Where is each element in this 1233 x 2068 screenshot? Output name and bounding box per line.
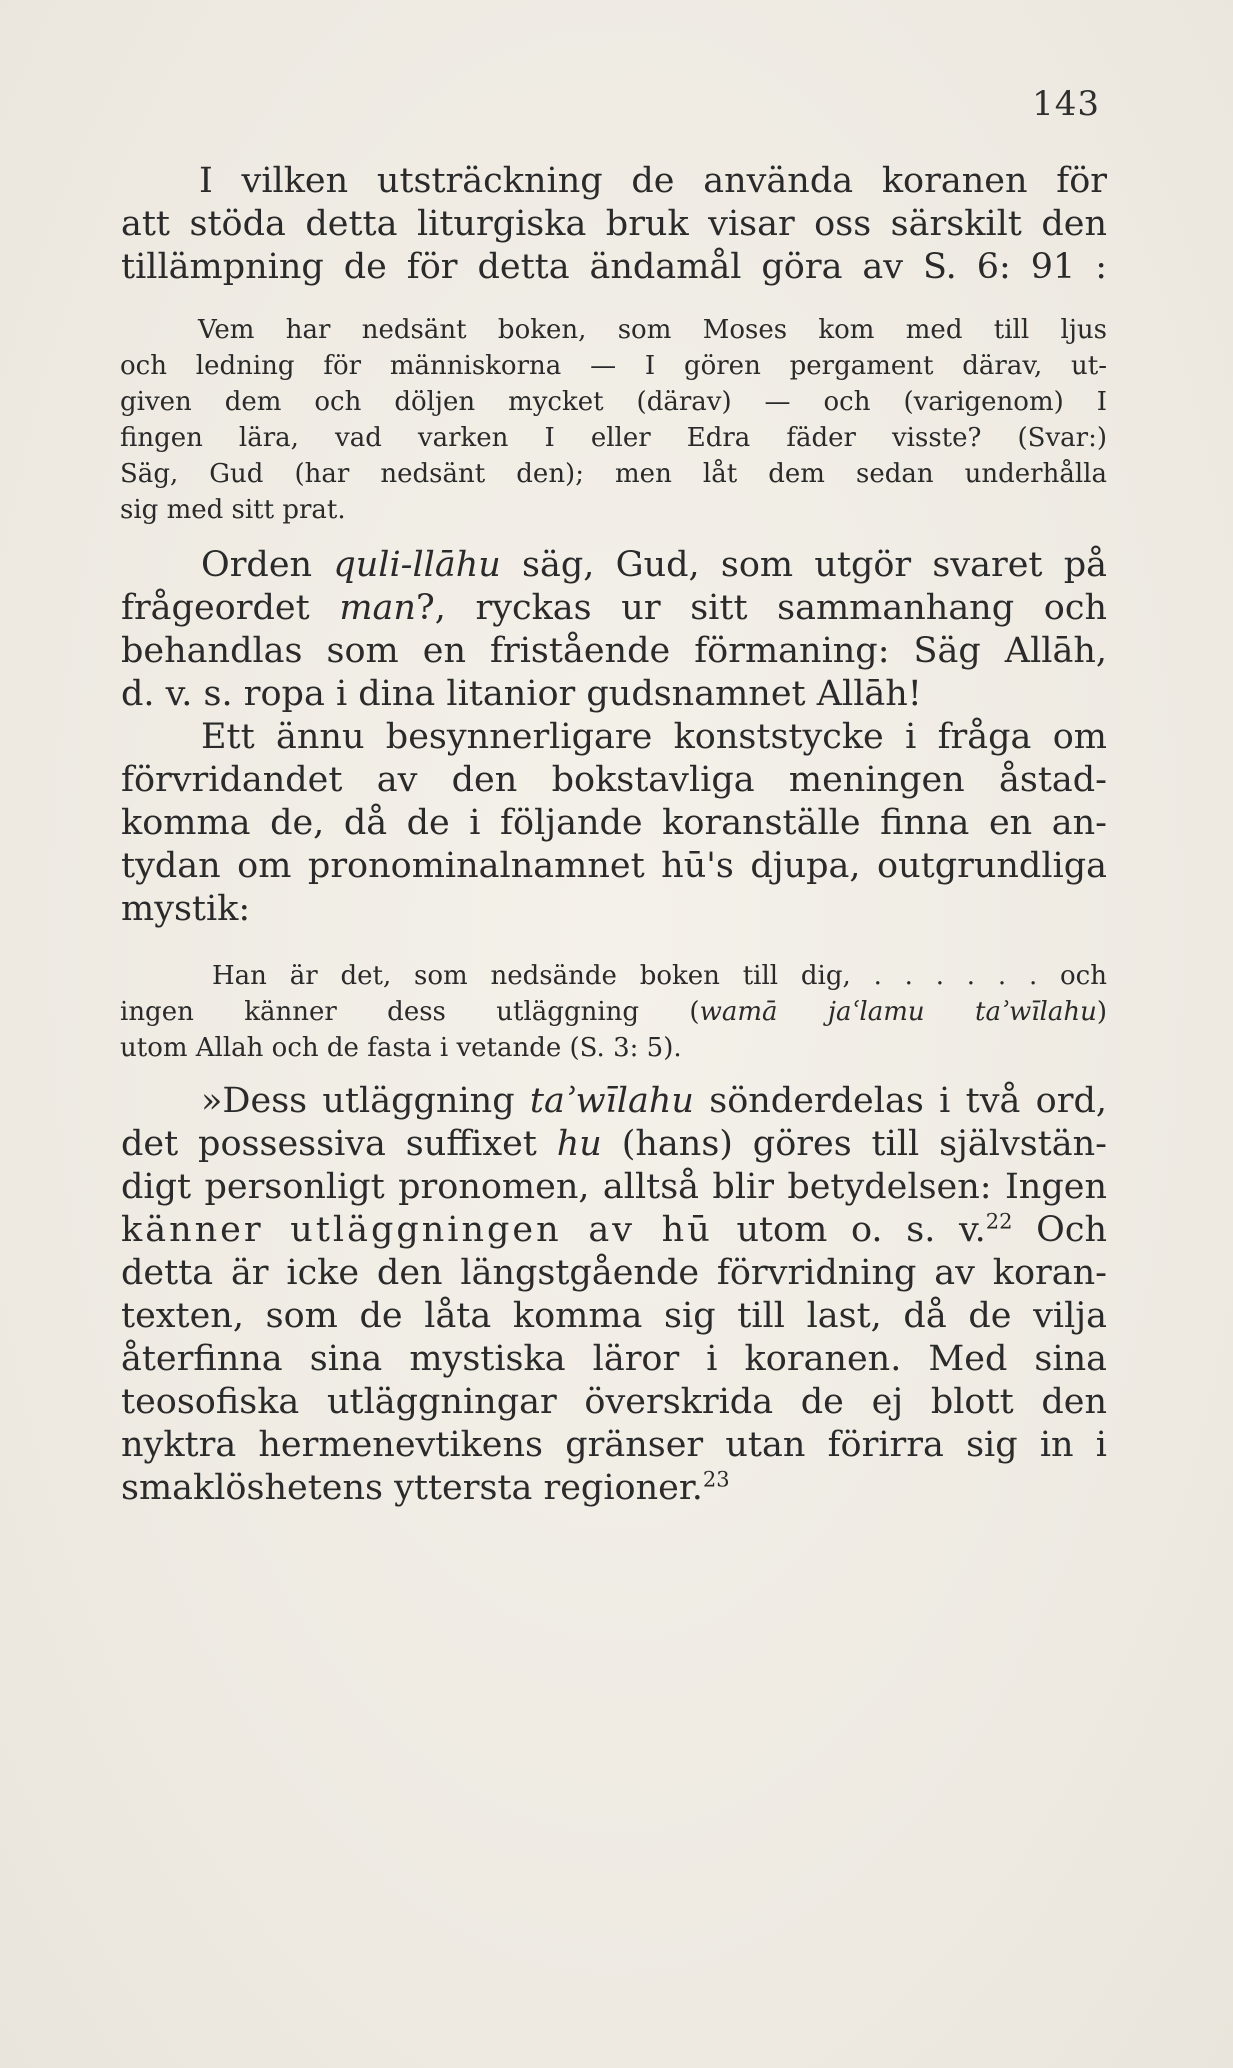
arabic-term: quli-llāhu	[333, 545, 501, 585]
arabic-term: taʾwīlahu	[529, 1081, 694, 1121]
text-line: tillämpning de för detta ändamål göra av S. 6: 91 :	[121, 247, 1107, 287]
page-number: 143	[1032, 84, 1100, 124]
text-segment: »Dess utläggning	[201, 1081, 530, 1121]
text-line: detta är icke den längstgående förvridning av koran-	[121, 1253, 1107, 1293]
arabic-term: hu	[556, 1124, 602, 1164]
footnote-ref: 23	[702, 1467, 730, 1492]
text-segment: sönderdelas i två ord,	[693, 1081, 1107, 1121]
quote-line: och ledning för människorna — I gören pergament därav, ut-	[120, 351, 1107, 381]
text-segment: smaklöshetens yttersta regioner.	[121, 1468, 703, 1508]
text-segment: utom o. s. v.	[712, 1210, 986, 1250]
text-line	[121, 544, 1107, 587]
text-line: digt personligt pronomen, alltså blir betydelsen: Ingen	[121, 1167, 1107, 1207]
arabic-term: man	[339, 588, 416, 628]
paragraph-quli-llahu	[121, 544, 1107, 716]
text-line: förvridandet av den bokstavliga meningen åstad-	[121, 760, 1107, 800]
text-segment: (hans) göres till självstän-	[601, 1124, 1107, 1164]
text-segment: frågeordet	[121, 588, 340, 628]
quote-line: given dem och döljen mycket (därav) — och (varigenom) I	[120, 387, 1107, 417]
text-segment: säg, Gud, som utgör svaret på	[500, 545, 1107, 585]
quote-surah-6-91	[120, 312, 1107, 528]
quote-surah-3-5	[120, 958, 1107, 1066]
quote-line: utom Allah och de fasta i vetande (S. 3: 5).	[120, 1033, 682, 1063]
footnote-ref: 22	[985, 1209, 1013, 1234]
text-line	[121, 1123, 1107, 1166]
quote-line	[120, 994, 1107, 1030]
quote-line: Vem har nedsänt boken, som Moses kom med till ljus	[198, 315, 1107, 345]
text-line	[121, 587, 1107, 630]
text-line: komma de, då de i följande koranställe finna en an-	[121, 803, 1107, 843]
paragraph-taowilahu	[121, 1080, 1107, 1510]
text-line	[121, 1209, 1107, 1252]
quote-line: Han är det, som nedsände boken till dig, . . . . . . och	[212, 961, 1107, 991]
text-line	[121, 1080, 1107, 1123]
text-line: nyktra hermenevtikens gränser utan förirra sig in i	[121, 1425, 1107, 1465]
text-line: att stöda detta liturgiska bruk visar oss särskilt den	[121, 204, 1107, 244]
text-segment: det possessiva suffixet	[121, 1124, 557, 1164]
arabic-term: wamā jaʿlamu taʾwīlahu	[699, 997, 1097, 1027]
paragraph-intro	[121, 160, 1107, 289]
text-line: tydan om pronominalnamnet hū's djupa, outgrundliga	[121, 846, 1107, 886]
text-line: teosofiska utläggningar överskrida de ej blott den	[121, 1382, 1107, 1422]
text-segment: ?, ryckas ur sitt sammanhang och	[415, 588, 1108, 628]
text-line: I vilken utsträckning de använda koranen för	[199, 161, 1107, 201]
text-segment: ingen känner dess utläggning (	[120, 997, 700, 1027]
text-line: Ett ännu besynnerligare konststycke i fråga om	[201, 717, 1107, 757]
quote-line: fingen lära, vad varken I eller Edra fäder visste? (Svar:)	[120, 423, 1107, 453]
text-line: d. v. s. ropa i dina litanior gudsnamnet Allāh!	[121, 674, 922, 714]
text-segment: Och	[1012, 1210, 1107, 1250]
text-line: behandlas som en fristående förmaning: Säg Allāh,	[121, 631, 1107, 671]
text-segment: Orden	[201, 545, 334, 585]
spaced-text: känner utläggningen av hū	[121, 1210, 713, 1250]
text-line: texten, som de låta komma sig till last, då de vilja	[121, 1296, 1107, 1336]
text-line: mystik:	[121, 889, 251, 929]
paragraph-konststycke	[121, 716, 1107, 931]
text-line: återfinna sina mystiska läror i koranen. Med sina	[121, 1339, 1107, 1379]
text-line	[121, 1467, 1107, 1510]
quote-line: Säg, Gud (har nedsänt den); men låt dem sedan underhålla	[120, 459, 1107, 489]
quote-line: sig med sitt prat.	[120, 495, 346, 525]
text-segment: )	[1096, 997, 1108, 1027]
